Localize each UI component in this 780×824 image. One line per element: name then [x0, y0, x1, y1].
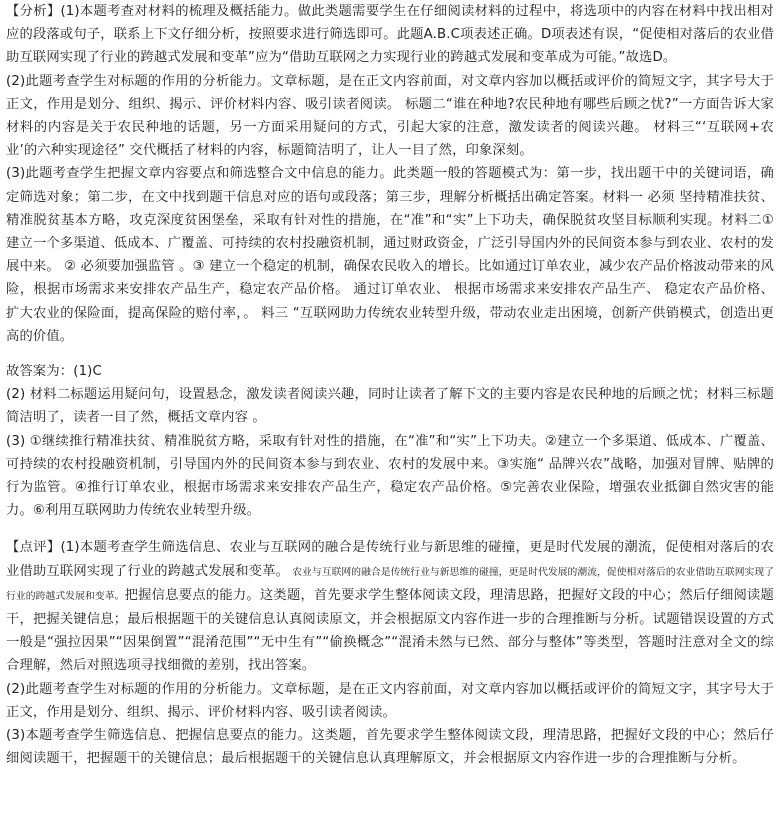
answer-paragraph-2: (2) 材料二标题运用疑问句，设置悬念，激发读者阅读兴趣，同时让读者了解下文的主要内容是农民种地的后顾之忧；材料三标题简洁明了，读者一目了然，概括文章内容 。	[6, 387, 774, 426]
section-gap	[6, 348, 774, 360]
analysis-paragraph-1: 【分析】(1)本题考查对材料的梳理及概括能力。做此类题需要学生在仔细阅读材料的过程中，将选项中的内容在材料中找出相对应的段落或句子，联系上下文仔细分析，按照要求进行筛选即可。此题A.B.C项表述正确。D项表述有误，“促使相对落后的农业借助互联网实现了行业的跨越式发展和变革”应为“借助互联网之力实现行业的跨越式发展和变革成为可能。”故选D。	[6, 4, 774, 66]
comment-section	[6, 536, 774, 770]
comment-paragraph-3: (3)本题考查学生筛选信息、把握信息要点的能力。这类题，首先要求学生整体阅读文段，理清思路，把握好文段的中心；然后仔细阅读题干，把握题干的关键信息；最后根据题干的关键信息认真理解原文，并会根据原文内容作进一步的合理推断与分析。	[6, 728, 774, 767]
section-gap	[6, 522, 774, 536]
answer-paragraph-1: 故答案为：(1)C	[6, 364, 102, 380]
analysis-section	[6, 0, 774, 348]
comment-paragraph-2: (2)此题考查学生对标题的作用的分析能力。文章标题，是在正文内容前面，对文章内容加以概括或评价的简短文字，其字号大于正文，作用是划分、组织、揭示、评价材料内容、吸引读者阅读。	[6, 681, 774, 720]
comment-paragraph-1-rest: 把握信息要点的能力。这类题，首先要求学生整体阅读文段，理清思路，把握好文段的中心；然后仔细阅读题干，把握关键信息；最后根据题干的关键信息认真阅读原文，并会根据原文内容作进一步的合理推断与分析。试题错误设置的方式一般是“强拉因果”“因果倒置”“混淆范围”“无中生有”“偷换概念”“混淆未然与已然、部分与整体”等类型，答题时注意对全文的综合理解，然后对照选项寻找细微的差别，找出答案。	[6, 587, 774, 674]
analysis-paragraph-3: (3)此题考查学生把握文章内容要点和筛选整合文中信息的能力。此类题一般的答题模式为：第一步，找出题干中的关键词语，确定筛选对象；第二步，在文中找到题干信息对应的语句或段落；第三步，理解分析概括出确定答案。材料一 必须 坚持精准扶贫、精准脱贫基本方略，攻克深度贫困堡垒，采取有针对性的措施，在“准”和“实”上下功夫，确保脱贫攻坚目标顺利实现。材料二① 建立一个多渠道、低成本、广覆盖、可持续的农村投融资机制，通过财政资金，广泛引导国内外的民间资本参与到农业、农村的发展中来。 ② 必须要加强监管 。③ 建立一个稳定的机制，确保农民收入的增长。比如通过订单农业，减少农产品价格波动带来的风险，根据市场需求来安排农产品生产，稳定农产品价格。 通过订单农业、 根据市场需求来安排农产品生产、 稳定农产品价格、 扩大农业的保险面，提高保险的赔付率，。 料三 “互联网助力传统农业转型升级，带动农业走出困境，创新产供销模式，创造出更高的价值。	[6, 166, 774, 344]
comment-paragraph-1-main: 【点评】(1)本题考查学生筛选信息、农业与互联网的融合是传统行业与新思维的碰撞，更是时代发展的潮流，促使相对落后的农业借助互联网实现了行业的跨越式发展和变革。	[6, 540, 774, 579]
analysis-paragraph-2: (2)此题考查学生对标题的作用的分析能力。文章标题，是在正文内容前面，对文章内容加以概括或评价的简短文字，其字号大于正文，作用是划分、组织、揭示、评价材料内容、吸引读者阅读。 标题二“谁在种地?农民种地有哪些后顾之忧?”一方面告诉大家材料的内容是关于农民种地的话题，另一方面采用疑问的方式，引起大家的注意，激发读者的阅读兴趣。 材料三“‘互联网+农业’的六种实现途径” 交代概括了材料的内容，标题简洁明了，让人一目了然，印象深刻。	[6, 73, 774, 159]
comment-paragraph-1-small-note: 农业与互联网的融合是传统行业与新思维的碰撞，更是时代发展的潮流，促使相对落后的农业借助互联网实现了行业的跨越式发展和变革。	[6, 566, 774, 602]
answer-paragraph-3: (3) ①继续推行精准扶贫、精准脱贫方略，采取有针对性的措施，在“准”和“实”上下功夫。②建立一个多渠道、低成本、广覆盖、可持续的农村投融资机制，引导国内外的民间资本参与到农业、农村的发展中来。③实施“ 品牌兴农”战略，加强对冒牌、贴牌的行为监管。④推行订单农业，根据市场需求来安排农产品生产，稳定农产品价格。⑤完善农业保险，增强农业抵御自然灾害的能力。⑥利用互联网助力传统农业转型升级。	[6, 433, 774, 519]
answer-section	[6, 360, 774, 522]
comment-paragraph-1	[6, 536, 774, 677]
